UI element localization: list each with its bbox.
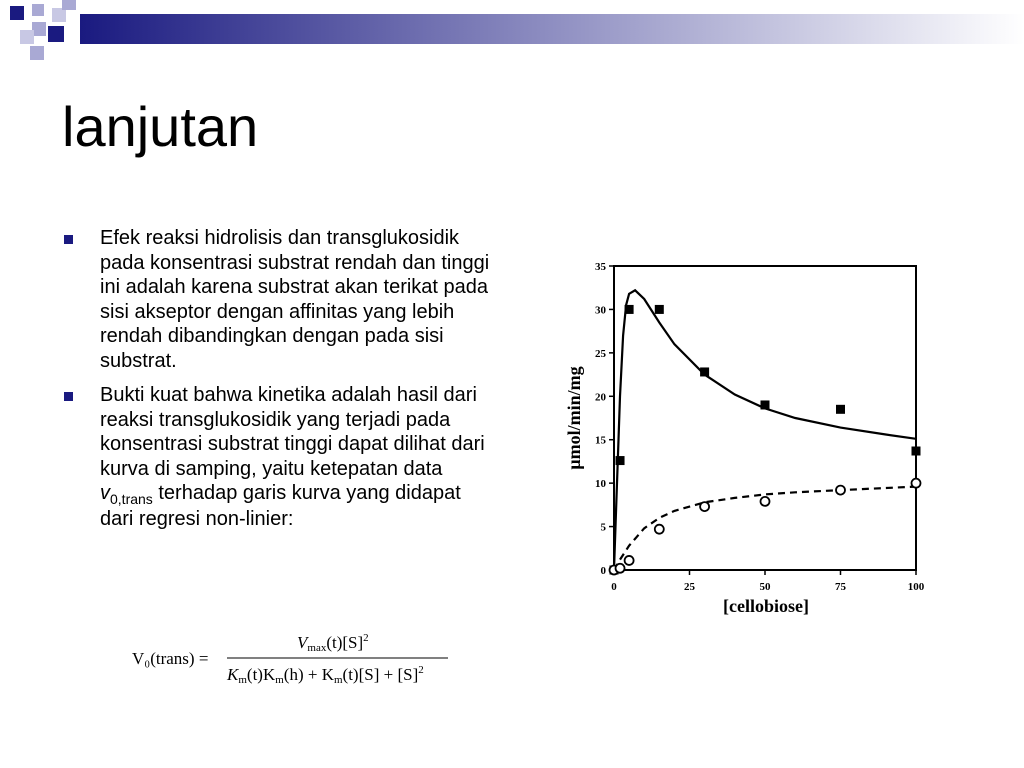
series-1-point [761,400,770,409]
y-tick-label: 30 [595,304,606,317]
x-tick-label: 75 [835,581,846,593]
series-1-point [616,456,625,465]
rate-equation [132,628,462,688]
y-tick-label: 35 [595,261,606,273]
y-tick-label: 5 [600,521,606,534]
x-tick-label: 25 [684,581,695,593]
series-1-point [655,305,664,314]
bullet-text-2b: terhadap garis kurva yang didapat dari regresi non-linier: [100,482,461,530]
x-tick-label: 100 [907,581,925,593]
series-2-point [836,486,845,495]
bullet-item-1 [62,226,492,373]
series-1-point [625,305,634,314]
header-decoration [0,0,1024,64]
series-1-point [836,405,845,414]
slide-title: lanjutan [62,95,259,158]
series-1-point [700,367,709,376]
bullet-square-icon [64,392,73,401]
x-axis-label: [cellobiose] [723,596,809,616]
kinetics-chart [564,252,934,624]
y-tick-label: 20 [595,391,606,404]
x-tick-label: 0 [611,581,617,593]
series-2-point [616,564,625,573]
bullet-square-icon [64,235,73,244]
y-axis-label: μmol/min/mg [564,366,584,470]
velocity-symbol: v [100,482,110,504]
bullet-text-1: Efek reaksi hidrolisis dan transglukosidik pada konsentrasi substrat rendah dan tinggi ini adalah karena substrat akan terikat pada sisi akseptor dengan affinitas yang lebih rendah dibandingkan dengan pada sisi substrat. [100,227,490,372]
velocity-subscript: 0,trans [110,491,153,507]
formula-denominator: $Km(t)Km(h) + Km(t)[S] + [S]^2$ [227,664,424,686]
bullet-list [62,226,492,541]
y-tick-label: 25 [595,347,606,360]
series-1-point [912,447,921,456]
y-tick-label: 10 [595,478,606,491]
series-2-point [700,502,709,511]
series-2-point [625,556,634,565]
series-2-point [761,497,770,506]
y-tick-label: 15 [595,434,606,447]
bullet-item-2 [62,383,492,531]
y-tick-label: 0 [600,565,606,577]
bullet-text-2a: Bukti kuat bahwa kinetika adalah hasil dari reaksi transglukosidik yang terjadi pada konsentrasi substrat tinggi dapat dilihat dari kurva di samping, yaitu ketepatan data [100,384,485,480]
formula-lhs: V₀(trans) = [132,649,209,668]
x-tick-label: 50 [759,581,771,593]
formula-numerator: $Vmax(t)[S]^2$ [297,632,369,654]
series-2-point [655,525,664,534]
series-2-point [912,479,921,488]
